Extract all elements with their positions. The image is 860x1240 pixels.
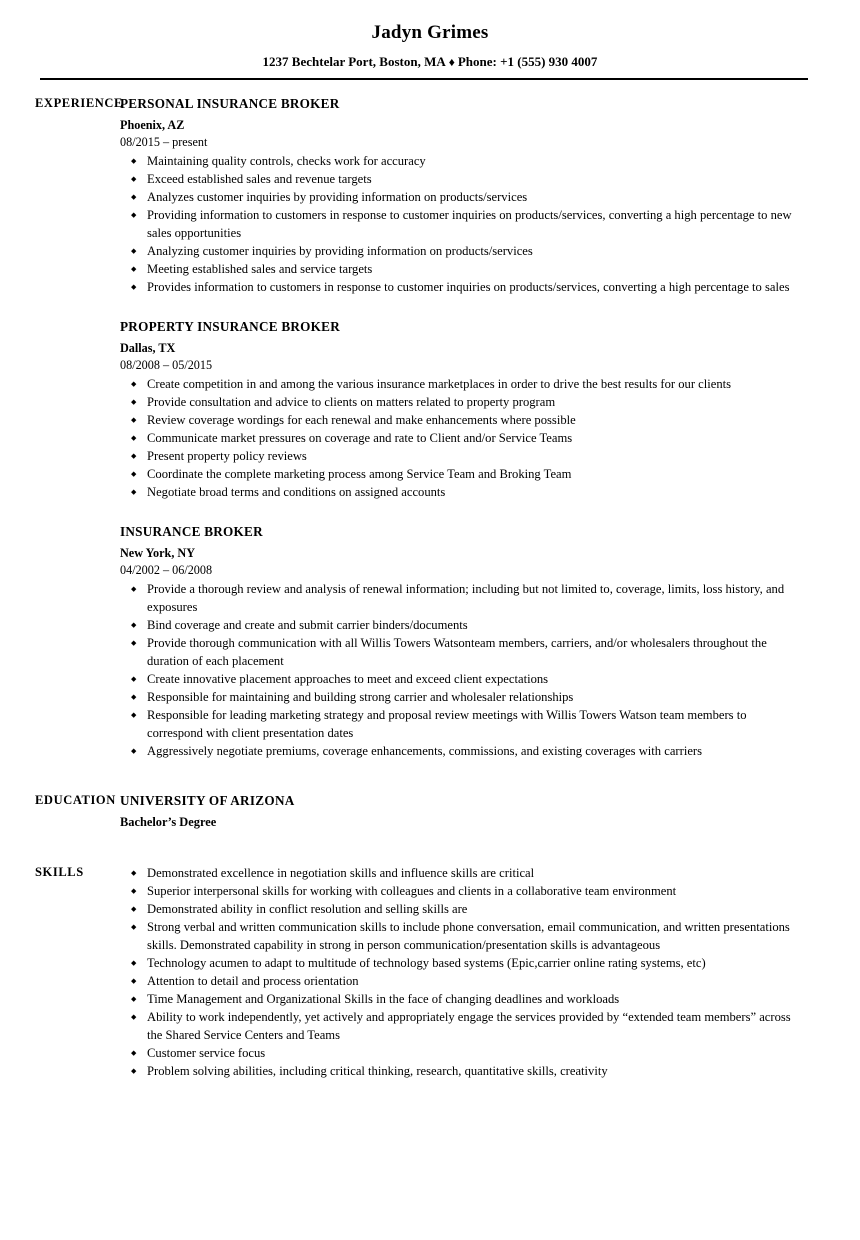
experience-entry	[120, 95, 802, 296]
job-dates: 08/2015 – present	[120, 135, 208, 149]
job-bullet-list	[120, 375, 802, 501]
header-divider	[40, 78, 808, 80]
skill-bullet: ◆ Demonstrated ability in conflict resolution and selling skills are	[120, 900, 802, 918]
job-bullet-list	[120, 580, 802, 760]
job-bullet: ◆ Negotiate broad terms and conditions on assigned accounts	[120, 483, 802, 501]
job-bullet: ◆ Provide consultation and advice to clients on matters related to property program	[120, 393, 802, 411]
section-label-education: EDUCATION	[35, 793, 116, 807]
job-bullet-list	[120, 152, 802, 296]
job-title: PROPERTY INSURANCE BROKER	[120, 319, 340, 334]
job-bullet: ◆ Exceed established sales and revenue targets	[120, 170, 802, 188]
job-title: PERSONAL INSURANCE BROKER	[120, 96, 340, 111]
job-dates: 08/2008 – 05/2015	[120, 358, 213, 372]
job-bullet: ◆ Create innovative placement approaches to meet and exceed client expectations	[120, 670, 802, 688]
skill-bullet: ◆ Time Management and Organizational Skills in the face of changing deadlines and workloads	[120, 990, 802, 1008]
candidate-address: 1237 Bechtelar Port, Boston, MA	[262, 54, 446, 69]
job-bullet: ◆ Provides information to customers in response to customer inquiries on products/services, converting a high percentage to sales	[120, 278, 802, 296]
education-entries	[120, 792, 860, 831]
experience-entries	[120, 95, 860, 760]
job-bullet: ◆ Provide thorough communication with all Willis Towers Watsonteam members, carriers, and/or wholesalers throughout the duration of each placement	[120, 634, 802, 670]
job-bullet: ◆ Responsible for leading marketing strategy and proposal review meetings with Willis Towers Watson team members to correspond with client presentation dates	[120, 706, 802, 742]
section-label-skills: SKILLS	[35, 865, 84, 879]
job-title: INSURANCE BROKER	[120, 524, 263, 539]
skill-bullet: ◆ Ability to work independently, yet actively and appropriately engage the services provided by “extended team members” across the Shared Service Centers and Teams	[120, 1008, 802, 1044]
job-bullet: ◆ Aggressively negotiate premiums, coverage enhancements, commissions, and existing coverages with carriers	[120, 742, 802, 760]
job-bullet: ◆ Present property policy reviews	[120, 447, 802, 465]
job-bullet: ◆ Coordinate the complete marketing process among Service Team and Broking Team	[120, 465, 802, 483]
job-bullet: ◆ Maintaining quality controls, checks work for accuracy	[120, 152, 802, 170]
job-bullet: ◆ Communicate market pressures on coverage and rate to Client and/or Service Teams	[120, 429, 802, 447]
job-bullet: ◆ Providing information to customers in response to customer inquiries on products/services, converting a high percentage to new sales opportunities	[120, 206, 802, 242]
education-degree: Bachelor’s Degree	[120, 815, 217, 829]
skill-bullet: ◆ Attention to detail and process orientation	[120, 972, 802, 990]
candidate-contact-line	[0, 53, 860, 71]
job-dates: 04/2002 – 06/2008	[120, 563, 213, 577]
job-location: Phoenix, AZ	[120, 118, 185, 132]
skill-bullet: ◆ Problem solving abilities, including critical thinking, research, quantitative skills, creativity	[120, 1062, 802, 1080]
education-school: UNIVERSITY OF ARIZONA	[120, 793, 295, 808]
job-bullet: ◆ Provide a thorough review and analysis of renewal information; including but not limited to, coverage, limits, loss history, and exposures	[120, 580, 802, 616]
resume-header	[0, 0, 860, 71]
skills-section	[0, 864, 860, 1080]
education-section	[0, 792, 860, 831]
experience-entry	[120, 318, 802, 501]
candidate-phone: Phone: +1 (555) 930 4007	[457, 54, 598, 69]
job-bullet: ◆ Review coverage wordings for each renewal and make enhancements where possible	[120, 411, 802, 429]
skills-entries	[120, 864, 860, 1080]
skill-bullet: ◆ Technology acumen to adapt to multitude of technology based systems (Epic,carrier online rating systems, etc)	[120, 954, 802, 972]
job-bullet: ◆ Analyzes customer inquiries by providing information on products/services	[120, 188, 802, 206]
experience-entry	[120, 523, 802, 760]
diamond-separator-icon: ♦	[448, 55, 455, 69]
education-entry	[120, 792, 802, 831]
skill-bullet: ◆ Customer service focus	[120, 1044, 802, 1062]
skill-bullet: ◆ Strong verbal and written communication skills to include phone conversation, email communication, and written presentations skills. Demonstrated capability in strong in person communication/presentation skills is advantageous	[120, 918, 802, 954]
job-location: New York, NY	[120, 546, 196, 560]
job-bullet: ◆ Responsible for maintaining and building strong carrier and wholesaler relationships	[120, 688, 802, 706]
section-label-experience: EXPERIENCE	[35, 96, 123, 110]
job-bullet: ◆ Create competition in and among the various insurance marketplaces in order to drive the best results for our clients	[120, 375, 802, 393]
skill-bullet: ◆ Superior interpersonal skills for working with colleagues and clients in a collaborative team environment	[120, 882, 802, 900]
job-bullet: ◆ Bind coverage and create and submit carrier binders/documents	[120, 616, 802, 634]
skill-bullet: ◆ Demonstrated excellence in negotiation skills and influence skills are critical	[120, 864, 802, 882]
experience-section	[0, 95, 860, 760]
job-bullet: ◆ Meeting established sales and service targets	[120, 260, 802, 278]
candidate-name: Jadyn Grimes	[371, 22, 489, 43]
skills-bullet-list	[120, 864, 802, 1080]
job-bullet: ◆ Analyzing customer inquiries by providing information on products/services	[120, 242, 802, 260]
job-location: Dallas, TX	[120, 341, 176, 355]
